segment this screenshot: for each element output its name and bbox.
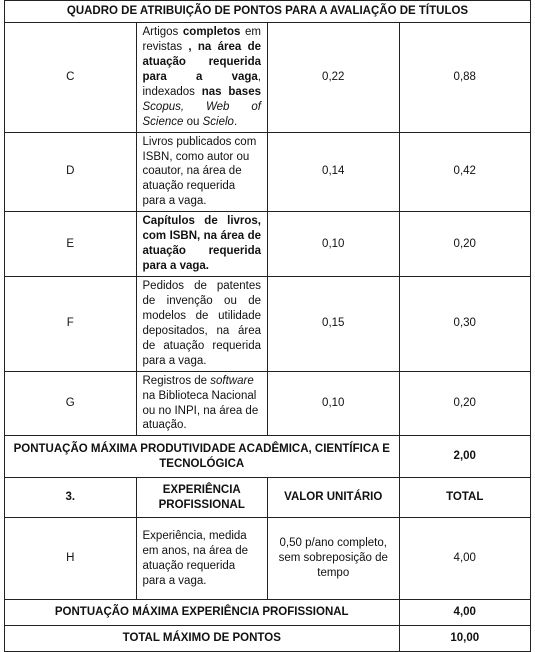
table-row-h [5,518,531,600]
row-total: 0,42 [399,132,531,212]
scoring-document [4,0,531,652]
row-description: Registros de software na Biblioteca Nacional ou no INPI, na área de atuação. [136,371,268,436]
row-code: H [5,518,137,600]
section-3-header-row [5,478,531,518]
max-academic-value: 2,00 [399,436,531,478]
table-row-g [5,371,531,436]
max-academic-label: PONTUAÇÃO MÁXIMA PRODUTIVIDADE ACADÊMICA, CIENTÍFICA E TECNOLÓGICA [5,436,400,478]
row-description: Livros publicados com ISBN, como autor ou coautor, na área de atuação requerida para a vaga. [136,132,268,212]
max-academic-row [5,436,531,478]
section-number: 3. [5,478,137,518]
grand-total-label: TOTAL MÁXIMO DE PONTOS [5,626,400,652]
max-experience-label: PONTUAÇÃO MÁXIMA EXPERIÊNCIA PROFISSIONAL [5,600,400,626]
table-title: QUADRO DE ATRIBUIÇÃO DE PONTOS PARA A AVALIAÇÃO DE TÍTULOS [5,1,531,23]
table-row-e [5,212,531,277]
row-unit-value: 0,15 [268,277,400,372]
max-experience-row [5,600,531,626]
total-header: TOTAL [399,478,531,518]
unit-value-header: VALOR UNITÁRIO [268,478,400,518]
max-experience-value: 4,00 [399,600,531,626]
section-title: EXPERIÊNCIA PROFISSIONAL [136,478,268,518]
row-code: E [5,212,137,277]
grand-total-row [5,626,531,652]
row-description: Pedidos de patentes de invenção ou de modelos de utilidade depositados, na área de atuação requerida para a vaga. [136,277,268,372]
row-unit-value: 0,22 [268,23,400,133]
row-code: G [5,371,137,436]
row-description: Experiência, medida em anos, na área de atuação requerida para a vaga. [136,518,268,600]
row-total: 0,30 [399,277,531,372]
table-row-d [5,132,531,212]
row-total: 0,20 [399,212,531,277]
table-row-f [5,277,531,372]
row-total: 0,20 [399,371,531,436]
row-description: Capítulos de livros, com ISBN, na área de atuação requerida para a vaga. [136,212,268,277]
row-description: Artigos completos em revistas , na área de atuação requerida para a vaga, indexados nas bases Scopus, Web of Science ou Scielo. [136,23,268,133]
scoring-table [4,0,531,652]
row-code: F [5,277,137,372]
row-unit-value: 0,10 [268,212,400,277]
row-unit-value: 0,50 p/ano completo, sem sobreposição de tempo [268,518,400,600]
row-code: C [5,23,137,133]
grand-total-value: 10,00 [399,626,531,652]
row-unit-value: 0,14 [268,132,400,212]
row-code: D [5,132,137,212]
row-unit-value: 0,10 [268,371,400,436]
table-row-c [5,23,531,133]
row-total: 0,88 [399,23,531,133]
row-total: 4,00 [399,518,531,600]
table-title-row [5,1,531,23]
